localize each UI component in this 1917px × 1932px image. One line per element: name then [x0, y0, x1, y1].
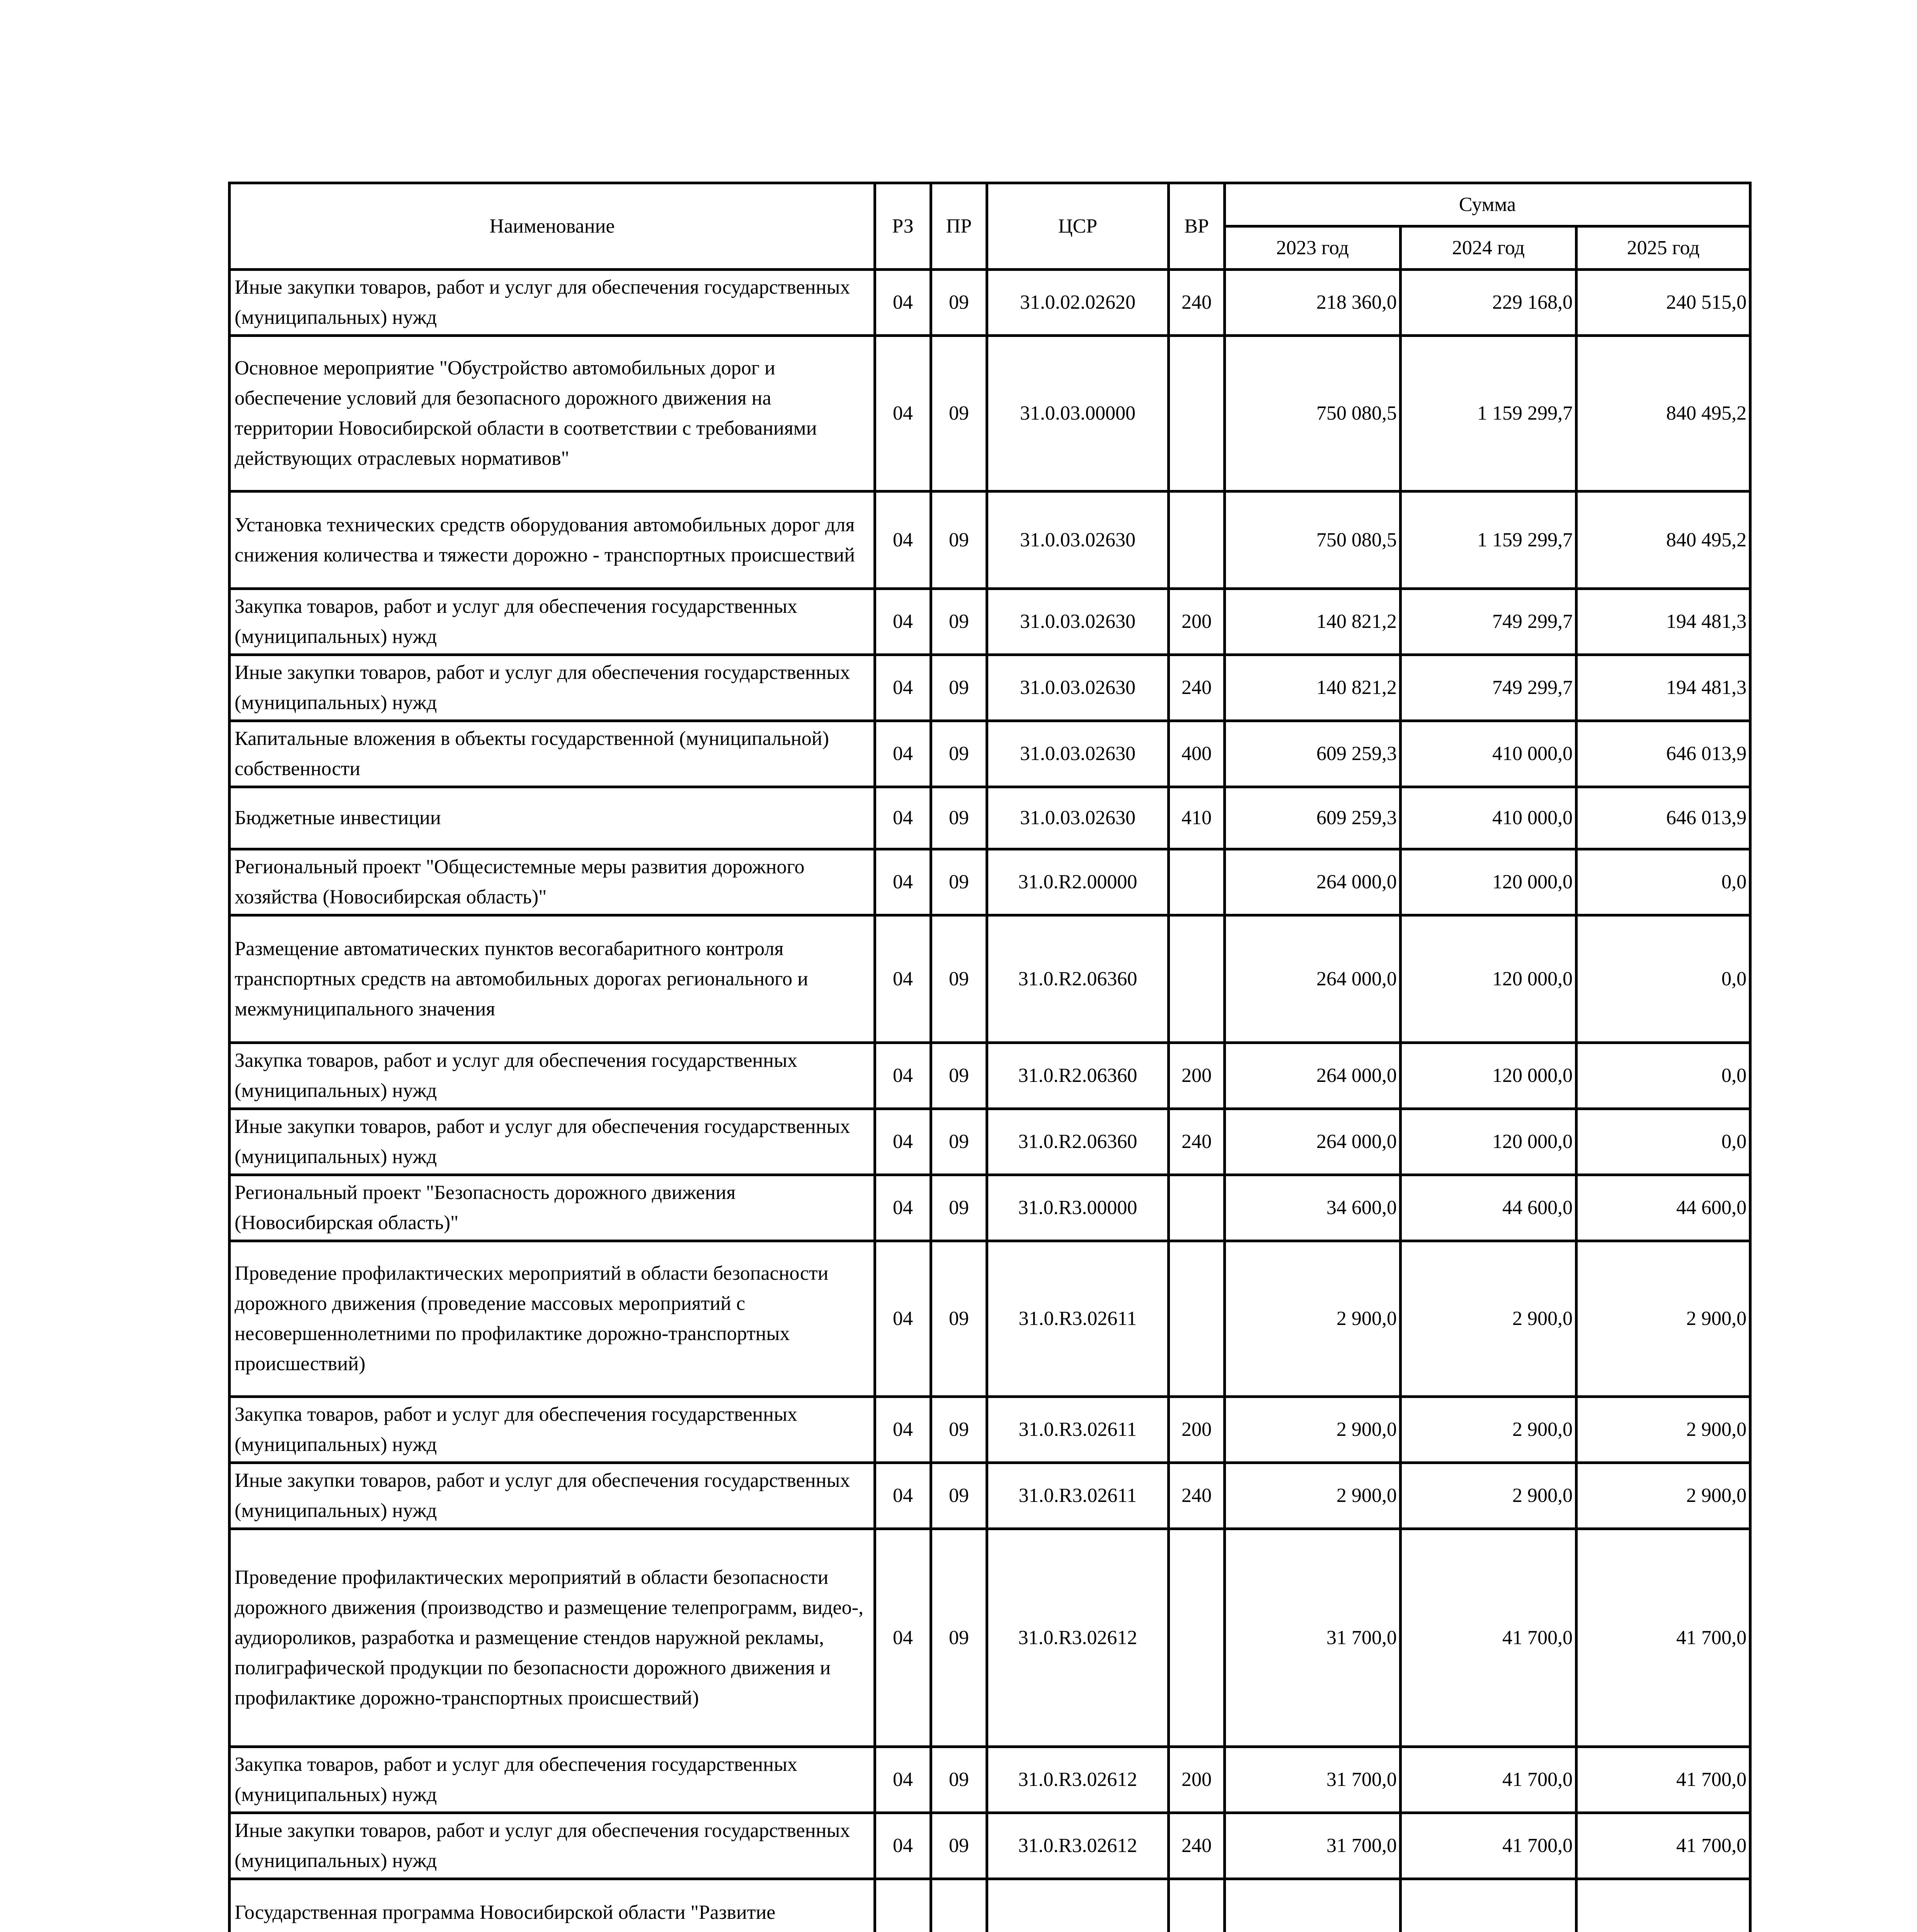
cell-name: Иные закупки товаров, работ и услуг для обеспечения государственных (муниципальных) нужд [230, 1109, 875, 1175]
cell-rz [875, 1879, 931, 1932]
cell-2025: 2 900,0 [1577, 1463, 1750, 1529]
cell-name: Региональный проект "Безопасность дорожного движения (Новосибирская область)" [230, 1175, 875, 1241]
cell-name: Проведение профилактических мероприятий в области безопасности дорожного движения (проведение массовых мероприятий с несовершеннолетними по профилактике дорожно-транспортных происшествий) [230, 1241, 875, 1397]
table-row [230, 787, 1750, 849]
cell-csr: 31.0.R2.06360 [987, 1109, 1169, 1175]
cell-vr [1169, 1241, 1225, 1397]
cell-2023: 2 900,0 [1225, 1397, 1401, 1463]
cell-csr: 31.0.R2.06360 [987, 1043, 1169, 1109]
table-row [230, 492, 1750, 589]
cell-pr: 09 [931, 655, 987, 721]
cell-name: Иные закупки товаров, работ и услуг для обеспечения государственных (муниципальных) нужд [230, 1813, 875, 1879]
cell-pr: 09 [931, 1813, 987, 1879]
cell-rz: 04 [875, 1109, 931, 1175]
cell-2024: 749 299,7 [1401, 589, 1577, 655]
cell-csr: 31.0.03.02630 [987, 589, 1169, 655]
cell-name: Проведение профилактических мероприятий в области безопасности дорожного движения (производство и размещение телепрограмм, видео-, аудиороликов, разработка и размещение стендов наружной рекламы, полиграфической продукции по безопасности дорожного движения и профилактике дорожно-транспортных происшествий) [230, 1529, 875, 1747]
cell-2023: 609 259,3 [1225, 787, 1401, 849]
cell-2024: 2 900,0 [1401, 1463, 1577, 1529]
cell-rz: 04 [875, 270, 931, 336]
cell-2024: 44 600,0 [1401, 1175, 1577, 1241]
table-row [230, 655, 1750, 721]
cell-pr: 09 [931, 1175, 987, 1241]
cell-2024: 749 299,7 [1401, 655, 1577, 721]
cell-csr: 31.0.R3.02612 [987, 1813, 1169, 1879]
cell-name: Закупка товаров, работ и услуг для обеспечения государственных (муниципальных) нужд [230, 1043, 875, 1109]
cell-2025: 0,0 [1577, 1109, 1750, 1175]
cell-2024: 120 000,0 [1401, 915, 1577, 1043]
cell-vr: 240 [1169, 1109, 1225, 1175]
cell-name: Капитальные вложения в объекты государственной (муниципальной) собственности [230, 721, 875, 787]
header-name: Наименование [230, 183, 875, 270]
cell-name: Установка технических средств оборудования автомобильных дорог для снижения количества и тяжести дорожно - транспортных происшествий [230, 492, 875, 589]
cell-2023: 2 900,0 [1225, 1463, 1401, 1529]
cell-csr: 31.0.03.02630 [987, 721, 1169, 787]
cell-rz: 04 [875, 1463, 931, 1529]
cell-name: Закупка товаров, работ и услуг для обеспечения государственных (муниципальных) нужд [230, 589, 875, 655]
cell-2023: 31 700,0 [1225, 1747, 1401, 1813]
cell-2024: 1 159 299,7 [1401, 492, 1577, 589]
cell-2023: 2 900,0 [1225, 1241, 1401, 1397]
header-year-2024: 2024 год [1401, 226, 1577, 270]
cell-pr: 09 [931, 787, 987, 849]
cell-csr: 31.0.03.02630 [987, 655, 1169, 721]
cell-2025: 194 481,3 [1577, 589, 1750, 655]
cell-csr: 31.0.03.02630 [987, 787, 1169, 849]
cell-2025: 840 495,2 [1577, 336, 1750, 492]
cell-rz: 04 [875, 1397, 931, 1463]
table-row [230, 1109, 1750, 1175]
cell-name: Закупка товаров, работ и услуг для обеспечения государственных (муниципальных) нужд [230, 1397, 875, 1463]
table-row [230, 1879, 1750, 1932]
cell-rz: 04 [875, 1813, 931, 1879]
cell-pr: 09 [931, 915, 987, 1043]
cell-2025: 0,0 [1577, 915, 1750, 1043]
cell-name: Иные закупки товаров, работ и услуг для обеспечения государственных (муниципальных) нужд [230, 655, 875, 721]
cell-2025: 44 600,0 [1577, 1175, 1750, 1241]
cell-2023: 264 000,0 [1225, 1043, 1401, 1109]
cell-vr [1169, 1879, 1225, 1932]
cell-vr [1169, 849, 1225, 915]
cell-2024: 120 000,0 [1401, 849, 1577, 915]
cell-vr: 410 [1169, 787, 1225, 849]
cell-2024: 41 700,0 [1401, 1529, 1577, 1747]
cell-2023: 750 080,5 [1225, 492, 1401, 589]
cell-pr: 09 [931, 270, 987, 336]
cell-vr [1169, 1529, 1225, 1747]
cell-2024: 41 700,0 [1401, 1747, 1577, 1813]
cell-rz: 04 [875, 1043, 931, 1109]
table-row [230, 589, 1750, 655]
cell-rz: 04 [875, 849, 931, 915]
cell-name: Региональный проект "Общесистемные меры развития дорожного хозяйства (Новосибирская область)" [230, 849, 875, 915]
header-year-2023: 2023 год [1225, 226, 1401, 270]
cell-vr: 240 [1169, 1813, 1225, 1879]
cell-2024: 1 159 299,7 [1401, 336, 1577, 492]
header-csr: ЦСР [987, 183, 1169, 270]
cell-csr: 31.0.03.02630 [987, 492, 1169, 589]
cell-rz: 04 [875, 721, 931, 787]
cell-2023: 140 821,2 [1225, 655, 1401, 721]
cell-rz: 04 [875, 589, 931, 655]
cell-2025: 240 515,0 [1577, 270, 1750, 336]
cell-rz: 04 [875, 1175, 931, 1241]
cell-2024: 41 700,0 [1401, 1813, 1577, 1879]
cell-2025: 646 013,9 [1577, 787, 1750, 849]
table-row [230, 1813, 1750, 1879]
table-row [230, 336, 1750, 492]
cell-2025: 840 495,2 [1577, 492, 1750, 589]
table-row [230, 1397, 1750, 1463]
cell-vr [1169, 492, 1225, 589]
cell-csr: 31.0.R3.02612 [987, 1529, 1169, 1747]
cell-pr: 09 [931, 1397, 987, 1463]
cell-2025: 2 900,0 [1577, 1241, 1750, 1397]
cell-rz: 04 [875, 787, 931, 849]
cell-2023: 264 000,0 [1225, 1109, 1401, 1175]
cell-rz: 04 [875, 1529, 931, 1747]
cell-2023 [1225, 1879, 1401, 1932]
header-vr: ВР [1169, 183, 1225, 270]
cell-vr: 200 [1169, 1397, 1225, 1463]
table-row [230, 849, 1750, 915]
cell-rz: 04 [875, 915, 931, 1043]
cell-2023: 264 000,0 [1225, 915, 1401, 1043]
cell-2024: 2 900,0 [1401, 1397, 1577, 1463]
table-row [230, 915, 1750, 1043]
cell-name: Закупка товаров, работ и услуг для обеспечения государственных (муниципальных) нужд [230, 1747, 875, 1813]
table-row [230, 270, 1750, 336]
cell-pr: 09 [931, 1747, 987, 1813]
cell-vr [1169, 336, 1225, 492]
cell-2025: 2 900,0 [1577, 1397, 1750, 1463]
cell-name: Размещение автоматических пунктов весогабаритного контроля транспортных средств на автомобильных дорогах регионального и межмуниципального значения [230, 915, 875, 1043]
cell-2025: 194 481,3 [1577, 655, 1750, 721]
cell-vr: 240 [1169, 655, 1225, 721]
cell-vr: 240 [1169, 270, 1225, 336]
cell-name: Иные закупки товаров, работ и услуг для обеспечения государственных (муниципальных) нужд [230, 1463, 875, 1529]
cell-2023: 750 080,5 [1225, 336, 1401, 492]
cell-pr: 09 [931, 1529, 987, 1747]
table-body [230, 270, 1750, 1932]
cell-2024: 2 900,0 [1401, 1241, 1577, 1397]
cell-2025 [1577, 1879, 1750, 1932]
cell-2025: 41 700,0 [1577, 1747, 1750, 1813]
cell-2024: 410 000,0 [1401, 787, 1577, 849]
cell-pr: 09 [931, 1463, 987, 1529]
cell-csr: 31.0.R3.02611 [987, 1397, 1169, 1463]
budget-table [228, 182, 1752, 1932]
cell-pr: 09 [931, 336, 987, 492]
cell-2023: 218 360,0 [1225, 270, 1401, 336]
cell-2023: 31 700,0 [1225, 1529, 1401, 1747]
cell-rz: 04 [875, 492, 931, 589]
cell-name: Основное мероприятие "Обустройство автомобильных дорог и обеспечение условий для безопасного дорожного движения на территории Новосибирской области в соответствии с требованиями действующих отраслевых нормативов" [230, 336, 875, 492]
cell-csr: 31.0.02.02620 [987, 270, 1169, 336]
cell-csr: 31.0.R3.02611 [987, 1463, 1169, 1529]
cell-name: Государственная программа Новосибирской области "Развитие [230, 1879, 875, 1932]
cell-csr: 31.0.R3.02612 [987, 1747, 1169, 1813]
header-pr: ПР [931, 183, 987, 270]
cell-rz: 04 [875, 336, 931, 492]
cell-2024: 229 168,0 [1401, 270, 1577, 336]
cell-2025: 0,0 [1577, 1043, 1750, 1109]
table-row [230, 1463, 1750, 1529]
cell-2025: 41 700,0 [1577, 1529, 1750, 1747]
cell-2023: 609 259,3 [1225, 721, 1401, 787]
cell-rz: 04 [875, 655, 931, 721]
cell-vr [1169, 915, 1225, 1043]
table-row [230, 1241, 1750, 1397]
cell-2024: 120 000,0 [1401, 1109, 1577, 1175]
cell-2023: 31 700,0 [1225, 1813, 1401, 1879]
cell-2023: 34 600,0 [1225, 1175, 1401, 1241]
cell-2023: 264 000,0 [1225, 849, 1401, 915]
table-row [230, 1747, 1750, 1813]
cell-name: Иные закупки товаров, работ и услуг для обеспечения государственных (муниципальных) нужд [230, 270, 875, 336]
cell-pr: 09 [931, 492, 987, 589]
cell-2025: 41 700,0 [1577, 1813, 1750, 1879]
cell-2024 [1401, 1879, 1577, 1932]
cell-2025: 646 013,9 [1577, 721, 1750, 787]
cell-csr: 31.0.R2.06360 [987, 915, 1169, 1043]
cell-pr: 09 [931, 849, 987, 915]
cell-pr: 09 [931, 589, 987, 655]
table-row [230, 1175, 1750, 1241]
cell-csr [987, 1879, 1169, 1932]
cell-name: Бюджетные инвестиции [230, 787, 875, 849]
cell-vr: 400 [1169, 721, 1225, 787]
cell-rz: 04 [875, 1747, 931, 1813]
header-sum: Сумма [1225, 183, 1750, 226]
cell-csr: 31.0.03.00000 [987, 336, 1169, 492]
cell-2024: 120 000,0 [1401, 1043, 1577, 1109]
cell-pr: 09 [931, 1241, 987, 1397]
cell-vr: 240 [1169, 1463, 1225, 1529]
cell-2023: 140 821,2 [1225, 589, 1401, 655]
cell-csr: 31.0.R3.00000 [987, 1175, 1169, 1241]
cell-2024: 410 000,0 [1401, 721, 1577, 787]
table-row [230, 1043, 1750, 1109]
header-year-2025: 2025 год [1577, 226, 1750, 270]
cell-pr: 09 [931, 1043, 987, 1109]
table-row [230, 1529, 1750, 1747]
cell-vr: 200 [1169, 1043, 1225, 1109]
header-rz: РЗ [875, 183, 931, 270]
cell-2025: 0,0 [1577, 849, 1750, 915]
table-row [230, 721, 1750, 787]
cell-pr: 09 [931, 1109, 987, 1175]
cell-rz: 04 [875, 1241, 931, 1397]
cell-vr: 200 [1169, 589, 1225, 655]
cell-pr [931, 1879, 987, 1932]
cell-vr [1169, 1175, 1225, 1241]
cell-vr: 200 [1169, 1747, 1225, 1813]
cell-pr: 09 [931, 721, 987, 787]
table-header [230, 183, 1750, 270]
cell-csr: 31.0.R3.02611 [987, 1241, 1169, 1397]
cell-csr: 31.0.R2.00000 [987, 849, 1169, 915]
